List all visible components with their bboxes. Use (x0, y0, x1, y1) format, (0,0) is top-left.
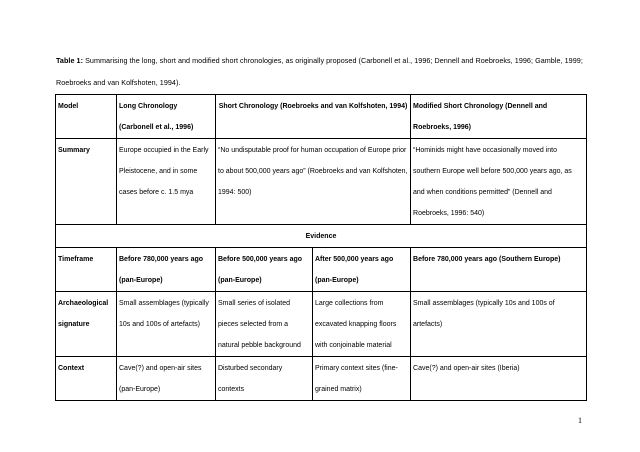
archaeological-label: Archaeological signature (56, 292, 117, 357)
timeframe-modified: Before 780,000 years ago (Southern Europe) (411, 248, 587, 292)
evidence-row (56, 225, 587, 248)
timeframe-short-after: After 500,000 years ago (pan-Europe) (313, 248, 411, 292)
archaeological-short-before: Small series of isolated pieces selected from a natural pebble background (216, 292, 313, 357)
timeframe-short-before: Before 500,000 years ago (pan-Europe) (216, 248, 313, 292)
timeframe-long: Before 780,000 years ago (pan-Europe) (117, 248, 216, 292)
header-short-chronology: Short Chronology (Roebroeks and van Kolfshoten, 1994) (216, 95, 411, 139)
context-long: Cave(?) and open-air sites (pan-Europe) (117, 357, 216, 401)
table-caption (56, 50, 588, 94)
evidence-label: Evidence (56, 225, 587, 248)
header-model: Model (56, 95, 117, 139)
header-row (56, 95, 587, 139)
header-long-chronology: Long Chronology (Carbonell et al., 1996) (117, 95, 216, 139)
archaeological-modified: Small assemblages (typically 10s and 100s of artefacts) (411, 292, 587, 357)
context-modified: Cave(?) and open-air sites (Iberia) (411, 357, 587, 401)
archaeological-long: Small assemblages (typically 10s and 100s of artefacts) (117, 292, 216, 357)
timeframe-label: Timeframe (56, 248, 117, 292)
caption-text: Summarising the long, short and modified short chronologies, as originally proposed (Carbonell et al., 1996; Dennell and Roebroeks, 1996; Gamble, 1999; Roebroeks and van Kolfshoten, 1994). (56, 56, 583, 87)
archaeological-short-after: Large collections from excavated knapping floors with conjoinable material (313, 292, 411, 357)
context-short-before: Disturbed secondary contexts (216, 357, 313, 401)
summary-short: “No undisputable proof for human occupation of Europe prior to about 500,000 years ago” (Roebroeks and van Kolfshoten, 1994: 500) (216, 139, 411, 225)
chronology-table (55, 94, 587, 401)
caption-label: Table 1: (56, 56, 84, 65)
archaeological-row (56, 292, 587, 357)
context-short-after: Primary context sites (fine-grained matrix) (313, 357, 411, 401)
page-number: 1 (578, 416, 582, 425)
summary-long: Europe occupied in the Early Pleistocene, and in some cases before c. 1.5 mya (117, 139, 216, 225)
summary-row (56, 139, 587, 225)
summary-modified: “Hominids might have occasionally moved into southern Europe well before 500,000 years ago, as and when conditions permitted” (Dennell and Roebroeks, 1996: 540) (411, 139, 587, 225)
context-label: Context (56, 357, 117, 401)
header-modified-short-chronology: Modified Short Chronology (Dennell and Roebroeks, 1996) (411, 95, 587, 139)
summary-label: Summary (56, 139, 117, 225)
context-row (56, 357, 587, 401)
timeframe-row (56, 248, 587, 292)
